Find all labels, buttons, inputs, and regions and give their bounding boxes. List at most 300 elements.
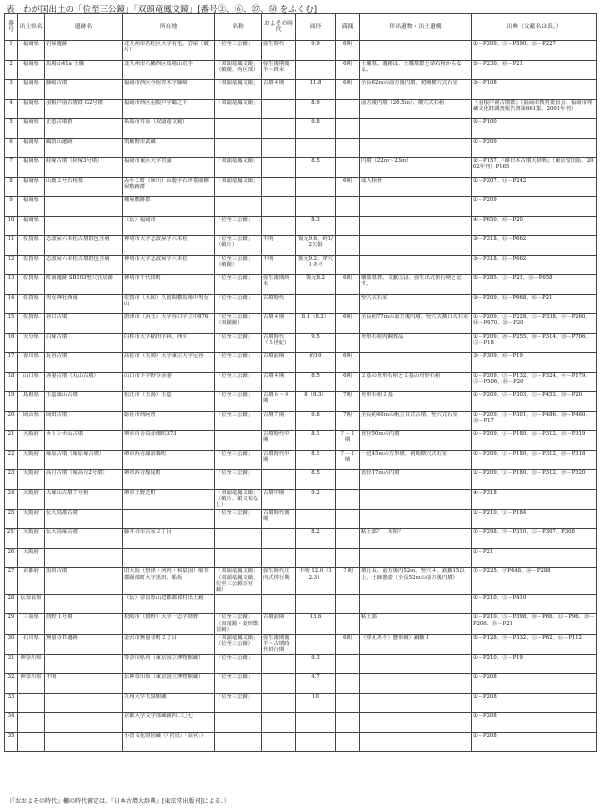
cell-coin bbox=[336, 509, 360, 529]
cell-location: 臼杵市大字稲田字林、西平 bbox=[123, 333, 215, 353]
cell-location: 山口市下宇野令赤妻 bbox=[123, 372, 215, 392]
cell-site bbox=[45, 693, 123, 713]
cell-number: 7 bbox=[5, 158, 18, 178]
cell-coin bbox=[336, 529, 360, 549]
cell-diameter: 8.5 bbox=[296, 372, 336, 392]
mirror-table bbox=[4, 13, 597, 752]
cell-source: ①－P209 bbox=[472, 138, 597, 158]
cell-diameter: 8.1（8.2） bbox=[296, 314, 336, 334]
cell-source: ①－P210、⑤－P410 bbox=[472, 594, 597, 614]
cell-prefecture: 大阪府 bbox=[18, 470, 45, 490]
cell-coin bbox=[336, 216, 360, 236]
cell-diameter: 10 bbox=[296, 693, 336, 713]
cell-name: 「位至三公鏡」（双竜鏡・変形獣首鏡） bbox=[215, 614, 262, 634]
cell-source: ①－P207、⑪－P242 bbox=[472, 177, 597, 197]
cell-source: ①－P208 bbox=[472, 713, 597, 733]
header-coin: 満銭 bbox=[336, 14, 360, 41]
cell-diameter: 13.6 bbox=[296, 614, 336, 634]
cell-prefecture: 大分県 bbox=[18, 333, 45, 353]
cell-artifacts bbox=[360, 197, 472, 217]
cell-prefecture: 石川県 bbox=[18, 634, 45, 654]
table-row bbox=[5, 634, 597, 654]
table-row bbox=[5, 138, 597, 158]
cell-number: 9 bbox=[5, 197, 18, 217]
cell-name bbox=[215, 119, 262, 139]
table-row bbox=[5, 411, 597, 431]
cell-number: 15 bbox=[5, 314, 18, 334]
cell-period bbox=[262, 216, 296, 236]
cell-number: 35 bbox=[5, 732, 18, 752]
cell-source: ③－P309、㊺－P19 bbox=[472, 353, 597, 373]
cell-site: 伝大鳥塚古墳 bbox=[45, 529, 123, 549]
cell-coin: 6期 bbox=[336, 353, 360, 373]
table-row bbox=[5, 255, 597, 275]
table-row bbox=[5, 450, 597, 470]
cell-period: 古墳時代中期 bbox=[262, 450, 296, 470]
cell-diameter: 9.3 bbox=[296, 654, 336, 674]
cell-artifacts bbox=[360, 548, 472, 568]
cell-location: （伝）福岡市 bbox=[123, 216, 215, 236]
cell-source: ①－P209、⑳－P255、⑳－P314、⑳－P706、⑤－P18 bbox=[472, 333, 597, 353]
cell-artifacts: 直径17ｍの円墳 bbox=[360, 470, 472, 490]
cell-coin: ７－１期 bbox=[336, 450, 360, 470]
table-row bbox=[5, 41, 597, 61]
cell-prefecture: 大阪府 bbox=[18, 431, 45, 451]
cell-source: 『羽根戸南古墳群』（福岡市教育委員会、福岡市埋蔵文化財調査報告書第661集、2001年刊） bbox=[472, 99, 597, 119]
cell-prefecture: 福岡県 bbox=[18, 41, 45, 61]
cell-diameter bbox=[296, 634, 336, 654]
cell-location: 堺市浜寺諏訪森町 bbox=[123, 450, 215, 470]
cell-coin bbox=[336, 654, 360, 674]
cell-diameter bbox=[296, 177, 336, 197]
cell-name: 「位至三公鏡」 bbox=[215, 509, 262, 529]
cell-diameter: 8.2 bbox=[296, 529, 336, 549]
cell-artifacts: 一辺45ｍの方形墳、初期横穴式石室 bbox=[360, 450, 472, 470]
cell-artifacts bbox=[360, 594, 472, 614]
cell-period bbox=[262, 99, 296, 119]
footnote: （『おおよその時代』欄の時代審定は、『日本古墳大辞典』[東京堂出版刊]による。） bbox=[6, 798, 230, 805]
cell-coin bbox=[336, 548, 360, 568]
cell-diameter: 復元9.6、約1/2欠損 bbox=[296, 236, 336, 256]
table-row bbox=[5, 614, 597, 634]
cell-site: 羽根戸南古墳群 G2号墳 bbox=[45, 99, 123, 119]
cell-number: 2 bbox=[5, 60, 18, 80]
cell-name: 「位至三公鏡」 bbox=[215, 392, 262, 412]
cell-period bbox=[262, 548, 296, 568]
table-row bbox=[5, 431, 597, 451]
cell-coin bbox=[336, 158, 360, 178]
cell-source: ①－P209、⑤－P132、⑤－P324、④－P179、⑤－P506、㊺－P20 bbox=[472, 372, 597, 392]
table-row bbox=[5, 529, 597, 549]
table-row bbox=[5, 509, 597, 529]
cell-period bbox=[262, 594, 296, 614]
cell-name bbox=[215, 713, 262, 733]
cell-coin bbox=[336, 197, 360, 217]
cell-prefecture: 福岡県 bbox=[18, 119, 45, 139]
cell-location: 北九州市若松区大字有毛、岩屋（破片） bbox=[123, 41, 215, 61]
cell-prefecture: 福岡県 bbox=[18, 80, 45, 100]
cell-number: 26 bbox=[5, 548, 18, 568]
cell-diameter: 9.8 bbox=[296, 411, 336, 431]
cell-location: 小倉文化財団蔵（『君宜』「高官」） bbox=[123, 732, 215, 752]
cell-artifacts bbox=[360, 353, 472, 373]
cell-site: 高月古墳（塚高月2号墳） bbox=[45, 470, 123, 490]
cell-artifacts: 舟形石棺２基 bbox=[360, 392, 472, 412]
cell-name: 「位至三公鏡」 bbox=[215, 654, 262, 674]
table-row bbox=[5, 294, 597, 314]
cell-location: 松阪市（嬉野）大字一志字筒野 bbox=[123, 614, 215, 634]
cell-period: 古墳時代（５世紀） bbox=[262, 333, 296, 353]
cell-artifacts bbox=[360, 255, 472, 275]
cell-source: ⑦－P298、⑨－P310、⑤－P307、P308 bbox=[472, 529, 597, 549]
cell-site: 藤崎古墳 bbox=[45, 80, 123, 100]
cell-number: 14 bbox=[5, 294, 18, 314]
cell-site: 鶴田山遺跡 bbox=[45, 138, 123, 158]
cell-coin: 6期 bbox=[336, 372, 360, 392]
cell-diameter: 8.1 bbox=[296, 450, 336, 470]
cell-site: 正恵古墳群 bbox=[45, 119, 123, 139]
cell-number: 33 bbox=[5, 693, 18, 713]
cell-coin: 6期 bbox=[336, 41, 360, 61]
cell-location: 京都大学文学部蔵鏡四二〇七 bbox=[123, 713, 215, 733]
cell-name bbox=[215, 594, 262, 614]
table-row bbox=[5, 654, 597, 674]
cell-artifacts: 竪穴式石室 bbox=[360, 294, 472, 314]
cell-period: 弥生後期後半～古墳時代併行期 bbox=[262, 634, 296, 654]
cell-artifacts: 円墳（22ｍ～23ｍ） bbox=[360, 158, 472, 178]
cell-diameter: 復元9.2、穿穴１あり bbox=[296, 255, 336, 275]
cell-location: 糸島市井原（双頭竜文鏡） bbox=[123, 119, 215, 139]
table-body bbox=[5, 41, 597, 752]
cell-artifacts: 全長約77ｍの前方後円墳、竪穴式横口式石室 bbox=[360, 314, 472, 334]
cell-coin: 6期 bbox=[336, 314, 360, 334]
cell-site bbox=[45, 216, 123, 236]
cell-source: ④－P650、㊺－P20 bbox=[472, 216, 597, 236]
cell-number: 8 bbox=[5, 177, 18, 197]
table-row bbox=[5, 548, 597, 568]
cell-site: 馬場山41a 土壙 bbox=[45, 60, 123, 80]
cell-number: 5 bbox=[5, 119, 18, 139]
cell-source: ③－P318、⑮－P662 bbox=[472, 236, 597, 256]
cell-source: ①－P209 bbox=[472, 197, 597, 217]
table-row bbox=[5, 216, 597, 236]
cell-artifacts bbox=[360, 509, 472, 529]
table-row bbox=[5, 60, 597, 80]
cell-source: ⑤－P285、②－P21、⑮－P658 bbox=[472, 275, 597, 295]
cell-period: 古墳時代 bbox=[262, 294, 296, 314]
cell-site: 白塚古墳 bbox=[45, 333, 123, 353]
cell-period: 古墳７期 bbox=[262, 411, 296, 431]
cell-location: 堺市百舌鳥赤畑町373 bbox=[123, 431, 215, 451]
cell-diameter bbox=[296, 294, 336, 314]
cell-location: 金沢市無量寺町２丁目 bbox=[123, 634, 215, 654]
cell-prefecture: 福岡県 bbox=[18, 99, 45, 119]
table-row bbox=[5, 119, 597, 139]
cell-location: 高松市（五剣）大字東庄大字尼谷 bbox=[123, 353, 215, 373]
table-row bbox=[5, 693, 597, 713]
cell-period bbox=[262, 693, 296, 713]
cell-number: 32 bbox=[5, 674, 18, 694]
cell-location: 堺市浜寺船尾町 bbox=[123, 470, 215, 490]
cell-number: 34 bbox=[5, 713, 18, 733]
cell-location: 神埼市大字志波屋字六本松 bbox=[123, 255, 215, 275]
table-row bbox=[5, 197, 597, 217]
header-number: 番号 bbox=[5, 14, 18, 41]
cell-diameter: 9.9 bbox=[296, 41, 336, 61]
cell-artifacts: 墳丘長、前方後円52ｍ、竪穴４、鉄鏃15以上、土師器壺（全長52ｍの前方後円墳） bbox=[360, 568, 472, 595]
cell-location: 福岡市東区大字宮浦 bbox=[123, 158, 215, 178]
cell-name: 「位至三公鏡」 bbox=[215, 470, 262, 490]
cell-artifacts bbox=[360, 216, 472, 236]
cell-diameter: 8（8.3） bbox=[296, 392, 336, 412]
cell-source: ②－P157、『維日本古墳大辞典』（東京堂出版、2002年刊）P165 bbox=[472, 158, 597, 178]
cell-source: ③－P108 bbox=[472, 80, 597, 100]
cell-number: 25 bbox=[5, 509, 18, 529]
cell-name: 「双頭竜鳳文鏡」 bbox=[215, 158, 262, 178]
table-row bbox=[5, 333, 597, 353]
header-period: およその時代 bbox=[262, 14, 296, 41]
table-row bbox=[5, 732, 597, 752]
cell-artifacts: （穿孔あり）懸垂鏡）銅鏃１ bbox=[360, 634, 472, 654]
cell-location: 神埼市千代田町 bbox=[123, 275, 215, 295]
cell-period bbox=[262, 529, 296, 549]
cell-period bbox=[262, 713, 296, 733]
cell-prefecture: 福岡県 bbox=[18, 197, 45, 217]
cell-coin: 7期 bbox=[336, 392, 360, 412]
cell-coin: 6期 bbox=[336, 80, 360, 100]
cell-period bbox=[262, 654, 296, 674]
cell-coin: 6期 bbox=[336, 177, 360, 197]
cell-site: 筒野１号墳 bbox=[45, 614, 123, 634]
table-row bbox=[5, 489, 597, 509]
cell-coin bbox=[336, 594, 360, 614]
cell-diameter: 4.7 bbox=[296, 674, 336, 694]
cell-site bbox=[45, 197, 123, 217]
cell-prefecture: 佐賀県 bbox=[18, 236, 45, 256]
cell-prefecture: 神奈川県 bbox=[18, 654, 45, 674]
cell-coin bbox=[336, 470, 360, 490]
cell-diameter: 8.5 bbox=[296, 470, 336, 490]
cell-name bbox=[215, 431, 262, 451]
cell-diameter: 11.8 bbox=[296, 80, 336, 100]
cell-site: 瓦谷古墳 bbox=[45, 353, 123, 373]
cell-diameter: 9.2 bbox=[296, 489, 336, 509]
table-title: 表 わが国出土の「位至三公鏡」「双頭竜鳳文鏡」[番号②、⑥、㉗、㊿ をふくむ] bbox=[6, 5, 318, 15]
cell-diameter bbox=[296, 138, 336, 158]
cell-name: 「双頭竜鳳文鏡」（位至三公鏡） bbox=[215, 634, 262, 654]
cell-source: ①－P209、⑤－P590、⑪－P227 bbox=[472, 41, 597, 61]
cell-site bbox=[45, 654, 123, 674]
cell-name: 「位至三公鏡」 bbox=[215, 450, 262, 470]
cell-name: 「位至三公鏡」 bbox=[215, 353, 262, 373]
cell-artifacts: 直径50ｍの円墳 bbox=[360, 431, 472, 451]
cell-period: 古墳時代中期 bbox=[262, 431, 296, 451]
cell-number: 1 bbox=[5, 41, 18, 61]
cell-period bbox=[262, 197, 296, 217]
cell-number: 20 bbox=[5, 411, 18, 431]
cell-location bbox=[123, 509, 215, 529]
cell-artifacts bbox=[360, 119, 472, 139]
cell-prefecture: 伝奈良県 bbox=[18, 594, 45, 614]
cell-location: 九州大学玉泉館蔵 bbox=[123, 693, 215, 713]
header-name: 名称 bbox=[215, 14, 262, 41]
cell-source: ①－P209、①－P180、⑪－P312、⑲－P319 bbox=[472, 431, 597, 451]
cell-period: 古墳６～８期 bbox=[262, 392, 296, 412]
cell-prefecture: 山口県 bbox=[18, 372, 45, 392]
table-row bbox=[5, 568, 597, 595]
header-artifacts: 伴出遺物・出土遺構 bbox=[360, 14, 472, 41]
cell-source: ①－P21 bbox=[472, 548, 597, 568]
cell-site: 塚原古墳（塚原塚古墳） bbox=[45, 450, 123, 470]
cell-prefecture: 大阪府 bbox=[18, 489, 45, 509]
header-site: 遺跡名 bbox=[45, 14, 123, 41]
cell-number: 10 bbox=[5, 216, 18, 236]
cell-prefecture: 福岡県 bbox=[18, 138, 45, 158]
cell-prefecture: 大阪府 bbox=[18, 529, 45, 549]
cell-location: 北九州市八幡西区馬場山荒手 bbox=[123, 60, 215, 80]
cell-source: ④－P318 bbox=[472, 489, 597, 509]
table-row bbox=[5, 158, 597, 178]
cell-coin bbox=[336, 236, 360, 256]
cell-period bbox=[262, 470, 296, 490]
cell-diameter: 8.1 bbox=[296, 431, 336, 451]
cell-artifacts: 舟形石棺内鋼葬品 bbox=[360, 333, 472, 353]
cell-location: 神埼市大字志波屋字六本松 bbox=[123, 236, 215, 256]
cell-number: 23 bbox=[5, 470, 18, 490]
cell-location: 福岡市西区羽根戸字鶴之下 bbox=[123, 99, 215, 119]
cell-prefecture: 大阪府 bbox=[18, 509, 45, 529]
cell-diameter bbox=[296, 732, 336, 752]
cell-diameter bbox=[296, 713, 336, 733]
cell-prefecture: 福岡県 bbox=[18, 60, 45, 80]
cell-artifacts: 全長約40ｍの帆立貝式古墳、竪穴式石室 bbox=[360, 411, 472, 431]
cell-artifacts: 粘土郭？ 木棺？ bbox=[360, 529, 472, 549]
table-header-row bbox=[5, 14, 597, 41]
cell-location: 種屋敷跡群 bbox=[123, 197, 215, 217]
cell-source: ⑤－P128、⑨－P332、⑤－P62、⑥－P112 bbox=[472, 634, 597, 654]
cell-location: 佐賀市（大和）久留間横馬場中男女山 bbox=[123, 294, 215, 314]
cell-artifacts bbox=[360, 654, 472, 674]
cell-site bbox=[45, 548, 123, 568]
cell-number: 27 bbox=[5, 568, 18, 595]
cell-site: 不明 bbox=[45, 674, 123, 694]
cell-coin bbox=[336, 732, 360, 752]
cell-coin: ７－１期 bbox=[336, 431, 360, 451]
cell-diameter: 不明 12.0（12.3） bbox=[296, 568, 336, 595]
cell-prefecture: 岡山県 bbox=[18, 411, 45, 431]
cell-number: 21 bbox=[5, 431, 18, 451]
cell-diameter bbox=[296, 509, 336, 529]
cell-prefecture: 佐賀県 bbox=[18, 275, 45, 295]
cell-source: ①－P209、②－P228、⑤－P338、④－P260、⑭－P670、㉖－P20 bbox=[472, 314, 597, 334]
cell-prefecture bbox=[18, 732, 45, 752]
cell-name: 「位至三公鏡」 bbox=[215, 693, 262, 713]
cell-period: 弥生後期終末 bbox=[262, 275, 296, 295]
cell-location: みやこ町（犀川）山鹿字石坪茶園種屋敷跡群 bbox=[123, 177, 215, 197]
table-row bbox=[5, 392, 597, 412]
cell-prefecture: 香川県 bbox=[18, 353, 45, 373]
cell-prefecture: 佐賀県 bbox=[18, 314, 45, 334]
cell-source: ①－P209、①－P180、⑪－P312、⑲－P320 bbox=[472, 470, 597, 490]
cell-source: ①－P208 bbox=[472, 732, 597, 752]
cell-prefecture: 福岡県 bbox=[18, 216, 45, 236]
table-row bbox=[5, 177, 597, 197]
cell-coin: 6期 bbox=[336, 275, 360, 295]
cell-number: 19 bbox=[5, 392, 18, 412]
cell-name: 「位至三公鏡」 bbox=[215, 275, 262, 295]
cell-diameter: 8.3 bbox=[296, 216, 336, 236]
cell-period bbox=[262, 158, 296, 178]
cell-name: 「位至三公鏡」 bbox=[215, 674, 262, 694]
table-row bbox=[5, 236, 597, 256]
cell-name: 「位至三公鏡」 bbox=[215, 411, 262, 431]
cell-artifacts: 土壙墓。遺跡は、土壙墓群と命石棺からなる。 bbox=[360, 60, 472, 80]
cell-name bbox=[215, 732, 262, 752]
cell-period: 弥生時代庄内式併行期 bbox=[262, 568, 296, 595]
cell-prefecture: 福岡県 bbox=[18, 177, 45, 197]
cell-number: 18 bbox=[5, 372, 18, 392]
header-location: 所在地 bbox=[123, 14, 215, 41]
cell-prefecture: 佐賀県 bbox=[18, 294, 45, 314]
cell-prefecture: 三重県 bbox=[18, 614, 45, 634]
cell-number: 17 bbox=[5, 353, 18, 373]
cell-name bbox=[215, 529, 262, 549]
cell-number: 30 bbox=[5, 634, 18, 654]
cell-prefecture bbox=[18, 693, 45, 713]
cell-diameter bbox=[296, 548, 336, 568]
cell-diameter bbox=[296, 60, 336, 80]
cell-number: 31 bbox=[5, 654, 18, 674]
cell-coin bbox=[336, 255, 360, 275]
cell-source: ①－P210、⑤－P398、⑳－P66、⑪－P96、⑳－P206、⑲－P21 bbox=[472, 614, 597, 634]
cell-period: 古墳中期 bbox=[262, 489, 296, 509]
cell-coin: 6期 bbox=[336, 60, 360, 80]
cell-prefecture: 神奈川県 bbox=[18, 674, 45, 694]
cell-artifacts: 粘土郭 bbox=[360, 614, 472, 634]
cell-number: 24 bbox=[5, 489, 18, 509]
cell-prefecture: 福岡県 bbox=[18, 158, 45, 178]
cell-coin: 7期 bbox=[336, 411, 360, 431]
cell-number: 16 bbox=[5, 333, 18, 353]
cell-name: 「位至三公鏡」（破片） bbox=[215, 236, 262, 256]
header-prefecture: 出土県名 bbox=[18, 14, 45, 41]
cell-number: 22 bbox=[5, 450, 18, 470]
table-row bbox=[5, 713, 597, 733]
cell-artifacts: ２基の舟形石棺と１基の舟形石棺 bbox=[360, 372, 472, 392]
cell-location: 旧大坂（摂津・河内・和泉国）船井郡園部町大字黒田、船坂 bbox=[123, 568, 215, 595]
cell-source: ⑤－P100 bbox=[472, 119, 597, 139]
cell-coin bbox=[336, 693, 360, 713]
cell-number: 11 bbox=[5, 236, 18, 256]
cell-diameter bbox=[296, 594, 336, 614]
cell-period: 古墳時代後期 bbox=[262, 509, 296, 529]
table-row bbox=[5, 372, 597, 392]
table-row bbox=[5, 99, 597, 119]
cell-diameter bbox=[296, 197, 336, 217]
cell-number: 29 bbox=[5, 614, 18, 634]
cell-site: 黒田古墳 bbox=[45, 568, 123, 595]
cell-number: 28 bbox=[5, 594, 18, 614]
cell-site bbox=[45, 594, 123, 614]
cell-name: 「双頭竜鳳文鏡」（破鏡、内区部） bbox=[215, 60, 262, 80]
cell-location: 福岡市西区今宿青木字藤崎 bbox=[123, 80, 215, 100]
cell-period: 古墳前期 bbox=[262, 614, 296, 634]
cell-location: 総社市西阿曽 bbox=[123, 411, 215, 431]
cell-prefecture: 佐賀県 bbox=[18, 255, 45, 275]
cell-site: 町南遺跡 SB103竪穴住居跡 bbox=[45, 275, 123, 295]
cell-source: ①－P209、⑤－P303、⑤－P452、㉖－P20 bbox=[472, 392, 597, 412]
cell-source: ①－P209、③－P301、⑤－P486、⑳－P460、⑳－P17 bbox=[472, 411, 597, 431]
